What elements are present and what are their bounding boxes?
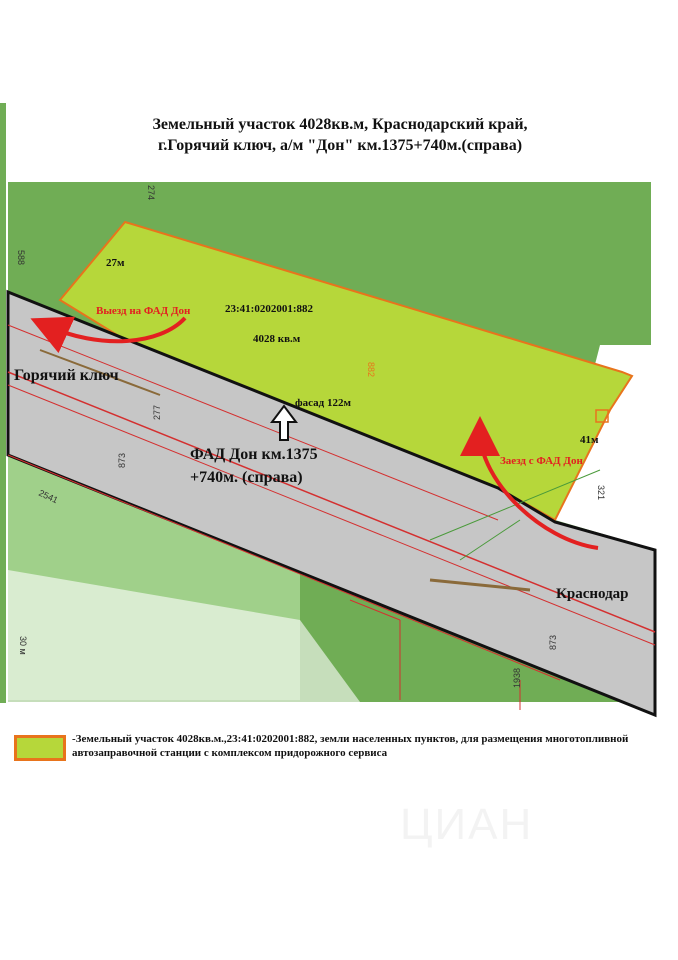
title-line-1: Земельный участок 4028кв.м, Краснодарский край, xyxy=(152,116,528,133)
parcel-number-277: 277 xyxy=(152,404,162,420)
facade-label: фасад 122м xyxy=(295,397,351,409)
city-label-krasnodar: Краснодар xyxy=(556,586,629,602)
exit-label: Выезд на ФАД Дон xyxy=(96,305,191,317)
title-line-2: г.Горячий ключ, а/м "Дон" км.1375+740м.(справа) xyxy=(157,137,523,154)
left-green-strip xyxy=(0,103,6,703)
parcel-number-873: 873 xyxy=(117,452,127,468)
watermark: ЦИАН xyxy=(400,800,534,849)
area-label: 4028 кв.м xyxy=(253,333,301,345)
parcel-number-873-b: 873 xyxy=(548,634,558,650)
road-label-line-1: ФАД Дон км.1375 xyxy=(190,446,318,463)
parcel-number-882: 882 xyxy=(366,362,376,378)
width-41m-label: 41м xyxy=(580,434,599,446)
city-label-goryachiy-klyuch: Горячий ключ xyxy=(14,367,119,384)
width-27m-label: 27м xyxy=(106,257,125,269)
parcel-number-2541: 2541 xyxy=(37,487,60,506)
parcel-number-588: 588 xyxy=(16,250,26,266)
entry-label: Заезд с ФАД Дон xyxy=(500,455,583,467)
parcel-number-1938: 1938 xyxy=(512,667,522,688)
cadastral-number: 23:41:0202001:882 xyxy=(225,303,313,315)
legend-text: -Земельный участок 4028кв.м.,23:41:0202001:882, земли населенных пунктов, для размещения многотопливной автозаправочной станции с комплексом придорожного сервиса xyxy=(72,733,629,759)
parcel-number-274: 274 xyxy=(146,185,156,201)
parcel-number-321: 321 xyxy=(596,485,606,501)
road-label-line-2: +740м. (справа) xyxy=(190,469,303,486)
legend-swatch xyxy=(14,735,66,761)
scale-30m: 30 м xyxy=(18,636,28,655)
